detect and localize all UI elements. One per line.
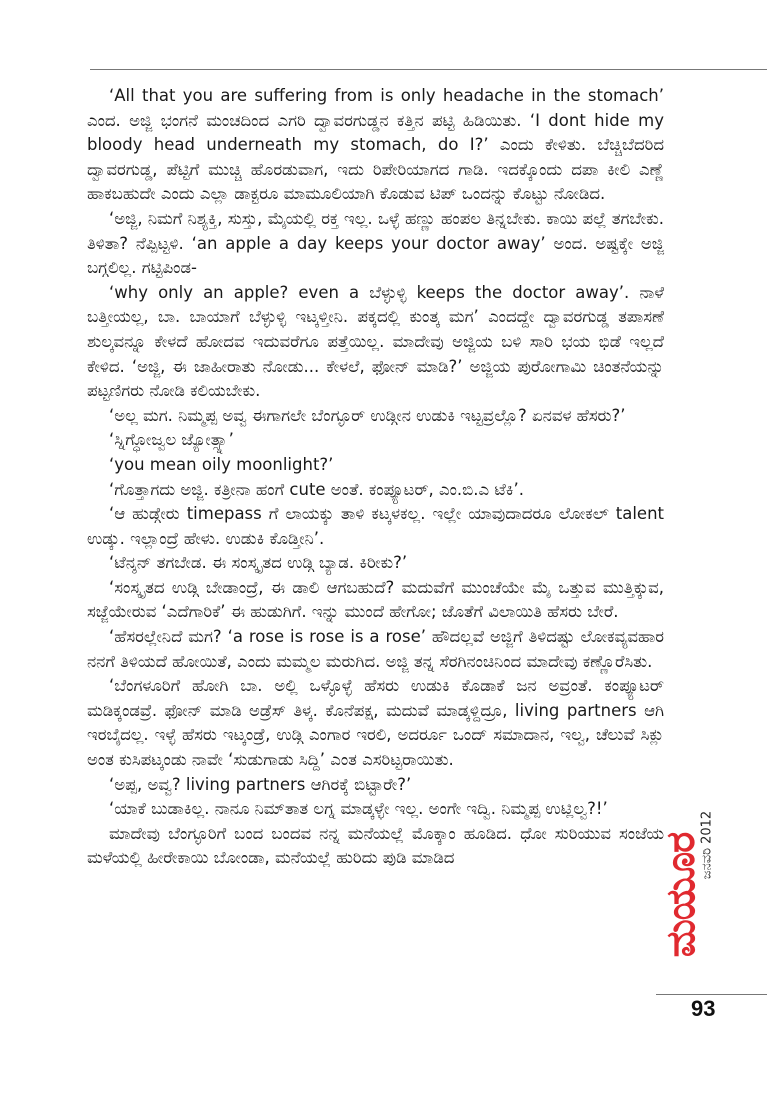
paragraph: ‘ಯಾಕೆ ಬುಡಾಕಿಲ್ಲ. ನಾನೂ ನಿಮ್‌ತಾತ ಲಗ್ನ ಮಾಡ್ಕಳ್ಳೇ ಇಲ್ಲ. ಅಂಗೇ ಇದ್ವಿ. ನಿಮ್ಮಪ್ಪ ಉಟ್ಲಿಲ್ವ?!’ [109, 799, 608, 819]
page-number-rule [656, 994, 767, 995]
paragraph: ‘ಹೆಸರಲ್ಲೇನಿದೆ ಮಗ? ‘a rose is rose is a rose’ ಹೌದಲ್ಲವೆ ಅಜ್ಜಿಗೆ ತಿಳಿದಷ್ಟು ಲೋಕವ್ಯವಹಾರ ನನಗೆ ತಿಳಿಯದೆ ಹೋಯಿತೆ, ಎಂದು ಮಮ್ಮಲ ಮರುಗಿದ. ಅಜ್ಜಿ ತನ್ನ ಸೆರಗಿನಂಚಿನಿಂದ ಮಾದೇವು ಕಣ್ಣೊರೆಸಿತು. [87, 627, 664, 671]
top-rule [90, 69, 767, 70]
magazine-logo: ಮಯೂರ [658, 832, 704, 958]
paragraph: ‘ಅಜ್ಜಿ, ನಿಮಗೆ ನಿಶ್ಯಕ್ತಿ, ಸುಸ್ತು, ಮೈಯಲ್ಲಿ ರಕ್ತ ಇಲ್ಲ. ಒಳ್ಳೆ ಹಣ್ಣು ಹಂಪಲ ತಿನ್ನಬೇಕು. ಕಾಯಿ ಪಲ್ಲೆ ತಗಬೇಕು. ತಿಳಿತಾ? ನೆಪ್ಪಿಟ್ಟಳಿ. ‘an apple a day keeps your doctor away’ ಅಂದ. ಅಷ್ಟಕ್ಕೇ ಅಜ್ಜಿ ಬಗ್ಗಲಿಲ್ಲ. ಗಟ್ಟಿಪಿಂಡ- [87, 208, 664, 278]
paragraph: ‘ಅಲ್ಲ ಮಗ. ನಿಮ್ಮಪ್ಪ ಅವ್ವ ಈಗಾಗಲೇ ಬೆಂಗ್ಳೂರ್ ಉಡ್ಗೀನ ಉಡುಕಿ ಇಟ್ಟವ್ರಲ್ಲೊ? ಏನವಳ ಹೆಸರು?’ [109, 405, 626, 425]
paragraph: ‘ಸ್ನಿಗ್ಧೋಜ್ವಲ ಜ್ಯೋತ್ಸ್ನಾ’ [109, 430, 234, 450]
paragraph: ‘ಬೆಂಗಳೂರಿಗೆ ಹೋಗಿ ಬಾ. ಅಲ್ಲಿ ಒಳ್ಳೊಳ್ಳೆ ಹೆಸರು ಉಡುಕಿ ಕೊಡಾಕೆ ಜನ ಅವ್ರಂತೆ. ಕಂಪ್ಯೂಟರ್ ಮಡಿಕ್ಕಂಡವ್ರೆ. ಫೋನ್ ಮಾಡಿ ಅಡ್ರೆಸ್ ತಿಳ್ಕ. ಕೊನೆಪಕ್ಷ, ಮದುವೆ ಮಾಡ್ಕಳ್ದಿದ್ರೂ, living partners ಆಗಿ ಇರಬೈದಲ್ಲ. ಇಳ್ಳೆ ಹೆಸರು ಇಟ್ಕಂಡ್ರೆ, ಉಡ್ಗಿ ಎಂಗಾರ ಇರಲಿ, ಅದರ್ರೂ ಒಂದ್ ಸಮಾದಾನ, ಇಲ್ವ, ಚೆಲುವೆ ಸಿಕ್ಲು ಅಂತ ಕುಸಿಪಟ್ಕಂಡು ನಾವೇ ‘ಸುಡುಗಾಡು ಸಿದ್ದಿ’ ಎಂತ ಎಸರಿಟ್ಟರಾಯಿತು. [87, 676, 664, 770]
paragraph: ‘ಆ ಹುಡ್ಗೇರು timepass ಗೆ ಲಾಯಕ್ಕು ತಾಳಿ ಕಟ್ಕಳಕಲ್ಲ. ಇಲ್ಲೇ ಯಾವುದಾದರೂ ಲೋಕಲ್ talent ಉಡ್ಕು. ಇಲ್ಲಾಂದ್ರೆ ಹೇಳು. ಉಡುಕಿ ಕೊಡ್ತೀನಿ’. [87, 504, 664, 548]
paragraph: ‘ಗೊತ್ತಾಗದು ಅಜ್ಜಿ. ಕತ್ರೀನಾ ಹಂಗೆ cute ಅಂತೆ. ಕಂಪ್ಯೂಟರ್, ಎಂ.ಬಿ.ಎ ಟೆಕಿ’. [109, 479, 525, 499]
paragraph: ‘ಟೆನ್ಶನ್ ತಗಬೇಡ. ಈ ಸಂಸ್ಕೃತದ ಉಡ್ಗಿ ಬ್ಯಾಡ. ಕಿರೀಕು?’ [109, 553, 408, 573]
paragraph: ‘ಅಪ್ಪ, ಅವ್ವ? living partners ಆಗಿರಕ್ಕೆ ಬಿಟ್ಟಾರೇ?’ [109, 774, 412, 794]
paragraph: ಮಾದೇವು ಬೆಂಗ್ಳೂರಿಗೆ ಬಂದ ಬಂದವ ನನ್ನ ಮನೆಯಲ್ಲೆ ಮೊಕ್ಕಾಂ ಹೂಡಿದ. ಧೋ ಸುರಿಯುವ ಸಂಜೆಯ ಮಳೆಯಲ್ಲಿ ಹೀರೇಕಾಯಿ ಬೋಂಡಾ, ಮನೆಯಲ್ಲೆ ಹುರಿದು ಪುಡಿ ಮಾಡಿದ [87, 823, 664, 868]
magazine-masthead [656, 800, 716, 990]
paragraph: ‘why only an apple? even a ಬೆಳ್ಳುಳ್ಳಿ keeps the doctor away’. ನಾಳೆ ಬತ್ತೀಯಲ್ಲ, ಬಾ. ಬಾಯಾಗೆ ಬೆಳ್ಳುಳ್ಳಿ ಇಟ್ಕಳ್ತೀನಿ. ಪಕ್ಕದಲ್ಲಿ ಕುಂತ್ಕ ಮಗ’ ಎಂದದ್ದೇ ದ್ವಾವರಗುಡ್ಡ ತಪಾಸಣೆ ಶುಲ್ಕವನ್ನೂ ಕೇಳದೆ ಹೋದವ ಇದುವರೆಗೂ ಪತ್ತೆಯಿಲ್ಲ. ಮಾದೇವು ಅಜ್ಜಿಯ ಬಳಿ ಸಾರಿ ಭಯ ಭಿಡೆ ಇಲ್ಲದೆ ಕೇಳಿದ. ‘ಅಜ್ಜಿ, ಈ ಜಾಹೀರಾತು ನೋಡು... ಕೇಳಲೆ, ಫೋನ್ ಮಾಡಿ?’ ಅಜ್ಜಿಯ ಪುರೋಗಾಮಿ ಚಿಂತನೆಯನ್ನು ಪಟ್ಟಣಿಗರು ನೋಡಿ ಕಲಿಯಬೇಕು. [87, 282, 664, 401]
paragraph: ‘All that you are suffering from is only headache in the stomach’ ಎಂದ. ಅಜ್ಜಿ ಭಂಗನೆ ಮಂಚದಿಂದ ಎಗರಿ ದ್ವಾವರಗುಡ್ಡನ ಕತ್ತಿನ ಪಟ್ಟಿ ಹಿಡಿಯಿತು. ‘I dont hide my bloody head underneath my stomach, do I?’ ಎಂದು ಕೇಳಿತು. ಬೆಚ್ಚಿಬೆದರಿದ ದ್ವಾವರಗುಡ್ಡ, ಪೆಟ್ಟಿಗೆ ಮುಚ್ಚಿ ಹೊರಡುವಾಗ, ಇದು ರಿಪೇರಿಯಾಗದ ಗಾಡಿ. ಇದಕ್ಕೊಂದು ದಪಾ ಕೀಲಿ ಎಣ್ಣೆ ಹಾಕಬಹುದೇ ಎಂದು ಎಲ್ಲಾ ಡಾಕ್ಟರೂ ಮಾಮೂಲಿಯಾಗಿ ಕೊಡುವ ಟಿಪ್ ಒಂದನ್ನು ಕೊಟ್ಟು ನೋಡಿದ. [87, 86, 664, 204]
page-number: 93 [691, 996, 716, 1021]
issue-date: ಜನವರಿ 2012 [699, 810, 715, 880]
paragraph: ‘ಸಂಸ್ಕೃತದ ಉಡ್ಗಿ ಬೇಡಾಂದ್ರೆ, ಈ ಡಾಲಿ ಆಗಬಹುದೆ? ಮದುವೆಗೆ ಮುಂಚೆಯೇ ಮೈ ಒತ್ತುವ ಮುತ್ತಿಕ್ಕುವ, ಸಜ್ಜೆಯೇರುವ ‘ಎದೆಗಾರಿಕೆ’ ಈ ಹುಡುಗಿಗೆ. ಇನ್ನು ಮುಂದೆ ಹೇಗೋ; ಜೊತೆಗೆ ವಿಲಾಯಿತಿ ಹೆಸರು ಬೇರೆ. [87, 577, 664, 622]
article-body [87, 84, 664, 871]
paragraph: ‘you mean oily moonlight?’ [109, 454, 334, 474]
